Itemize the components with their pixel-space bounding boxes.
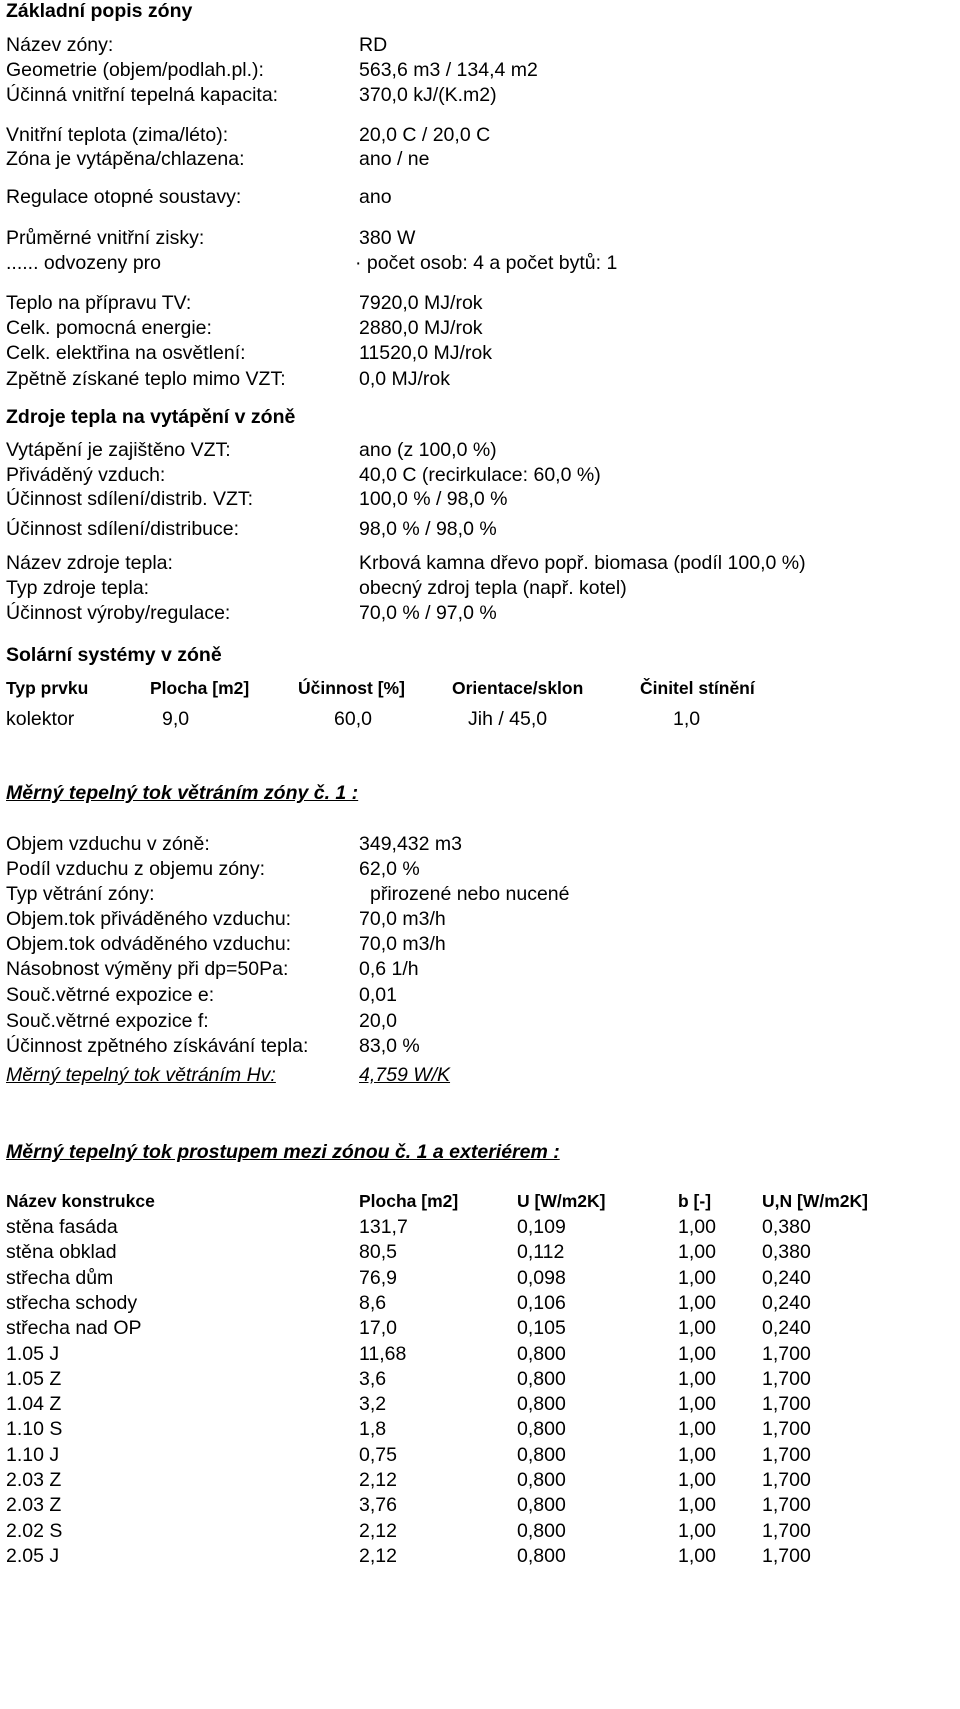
heat-source-label: Název zdroje tepla:: [6, 552, 173, 574]
construction-value-cell: 11,68: [359, 1343, 407, 1365]
construction-value-cell: 76,9: [359, 1267, 397, 1289]
solar-cell: 9,0: [162, 708, 190, 730]
ventilation-value: 83,0 %: [359, 1035, 420, 1057]
zone-value: RD: [359, 34, 388, 56]
construction-value-cell: 1,700: [762, 1368, 811, 1390]
heat-source-label: Účinnost sdílení/distribuce:: [6, 518, 240, 540]
ventilation-label: Objem vzduchu v zóně:: [6, 833, 210, 855]
construction-value-cell: 1,00: [678, 1545, 716, 1567]
ventilation-label: Souč.větrné expozice e:: [6, 984, 215, 1006]
zone-value: 2880,0 MJ/rok: [359, 317, 483, 339]
construction-value-cell: 1,00: [678, 1343, 716, 1365]
transmission-column-header: U [W/m2K]: [517, 1191, 606, 1211]
construction-value-cell: 1,00: [678, 1368, 716, 1390]
zone-label: Teplo na přípravu TV:: [6, 292, 192, 314]
construction-value-cell: 1,700: [762, 1494, 811, 1516]
construction-value-cell: 1,700: [762, 1418, 811, 1440]
construction-value-cell: 0,240: [762, 1317, 811, 1339]
construction-value-cell: 1,700: [762, 1444, 811, 1466]
construction-value-cell: 0,098: [517, 1267, 566, 1289]
construction-value-cell: 0,800: [517, 1494, 566, 1516]
transmission-column-header: Plocha [m2]: [359, 1191, 459, 1211]
construction-value-cell: 1,00: [678, 1418, 716, 1440]
construction-name-cell: 1.10 S: [6, 1418, 63, 1440]
ventilation-value: 349,432 m3: [359, 833, 462, 855]
zone-value: 563,6 m3 / 134,4 m2: [359, 59, 538, 81]
construction-name-cell: 1.05 Z: [6, 1368, 62, 1390]
heat-source-label: Typ zdroje tepla:: [6, 577, 150, 599]
construction-name-cell: střecha schody: [6, 1292, 138, 1314]
heat-source-value: 100,0 % / 98,0 %: [359, 488, 508, 510]
construction-name-cell: střecha nad OP: [6, 1317, 142, 1339]
zone-label: Celk. pomocná energie:: [6, 317, 212, 339]
transmission-column-header: b [-]: [678, 1191, 712, 1211]
construction-value-cell: 1,8: [359, 1418, 387, 1440]
construction-value-cell: 1,00: [678, 1444, 716, 1466]
heat-source-label: Přiváděný vzduch:: [6, 464, 166, 486]
heat-source-label: Účinnost sdílení/distrib. VZT:: [6, 488, 254, 510]
construction-name-cell: 2.03 Z: [6, 1469, 62, 1491]
zone-value: ano: [359, 186, 392, 208]
construction-value-cell: 0,800: [517, 1343, 566, 1365]
construction-value-cell: 0,380: [762, 1216, 811, 1238]
solar-cell: kolektor: [6, 708, 75, 730]
construction-value-cell: 8,6: [359, 1292, 387, 1314]
zone-label: Regulace otopné soustavy:: [6, 186, 242, 208]
ventilation-value: 70,0 m3/h: [359, 908, 446, 930]
construction-value-cell: 0,105: [517, 1317, 566, 1339]
ventilation-value: 0,6 1/h: [359, 958, 419, 980]
zone-value: 11520,0 MJ/rok: [359, 342, 492, 364]
construction-value-cell: 1,700: [762, 1469, 811, 1491]
heat-source-value: 70,0 % / 97,0 %: [359, 602, 497, 624]
transmission-heading: Měrný tepelný tok prostupem mezi zónou č. 1 a exteriérem :: [6, 1141, 560, 1163]
transmission-column-header: U,N [W/m2K]: [762, 1191, 868, 1211]
zone-value: 380 W: [359, 227, 416, 249]
zone-label: Název zóny:: [6, 34, 114, 56]
ventilation-heading: Měrný tepelný tok větráním zóny č. 1 :: [6, 782, 359, 804]
heat-sources-heading: Zdroje tepla na vytápění v zóně: [6, 406, 296, 428]
construction-value-cell: 0,800: [517, 1393, 566, 1415]
construction-value-cell: 1,00: [678, 1216, 716, 1238]
heat-source-value: 40,0 C (recirkulace: 60,0 %): [359, 464, 601, 486]
construction-name-cell: stěna obklad: [6, 1241, 117, 1263]
construction-value-cell: 1,00: [678, 1292, 716, 1314]
zone-label: ...... odvozeny pro: [6, 252, 162, 274]
construction-value-cell: 1,700: [762, 1520, 811, 1542]
construction-name-cell: stěna fasáda: [6, 1216, 118, 1238]
solar-cell: Jih / 45,0: [468, 708, 548, 730]
heat-source-value: ano (z 100,0 %): [359, 439, 497, 461]
construction-value-cell: 0,106: [517, 1292, 566, 1314]
construction-value-cell: 0,800: [517, 1418, 566, 1440]
ventilation-value: přirozené nebo nucené: [370, 883, 570, 905]
zone-label: Účinná vnitřní tepelná kapacita:: [6, 84, 279, 106]
ventilation-value: 62,0 %: [359, 858, 420, 880]
construction-value-cell: 17,0: [359, 1317, 397, 1339]
ventilation-value: 20,0: [359, 1010, 397, 1032]
construction-value-cell: 80,5: [359, 1241, 397, 1263]
construction-value-cell: 0,800: [517, 1545, 566, 1567]
construction-name-cell: 2.03 Z: [6, 1494, 62, 1516]
ventilation-label: Podíl vzduchu z objemu zóny:: [6, 858, 266, 880]
construction-value-cell: 1,700: [762, 1393, 811, 1415]
zone-label: Zpětně získané teplo mimo VZT:: [6, 368, 286, 390]
heat-source-label: Účinnost výroby/regulace:: [6, 602, 231, 624]
solar-column-header: Účinnost [%]: [298, 678, 405, 698]
construction-value-cell: 0,380: [762, 1241, 811, 1263]
construction-value-cell: 3,76: [359, 1494, 397, 1516]
solar-cell: 1,0: [673, 708, 701, 730]
construction-name-cell: 2.05 J: [6, 1545, 60, 1567]
zone-value: 20,0 C / 20,0 C: [359, 124, 491, 146]
zone-value: 7920,0 MJ/rok: [359, 292, 483, 314]
construction-value-cell: 3,2: [359, 1393, 387, 1415]
zone-value: 370,0 kJ/(K.m2): [359, 84, 497, 106]
construction-value-cell: 1,00: [678, 1241, 716, 1263]
heat-source-value: 98,0 % / 98,0 %: [359, 518, 497, 540]
ventilation-label: Objem.tok přiváděného vzduchu:: [6, 908, 292, 930]
solar-heading: Solární systémy v zóně: [6, 644, 222, 666]
transmission-column-header: Název konstrukce: [6, 1191, 155, 1211]
solar-column-header: Orientace/sklon: [452, 678, 584, 698]
heat-source-value: obecný zdroj tepla (např. kotel): [359, 577, 627, 599]
ventilation-label: Souč.větrné expozice f:: [6, 1010, 209, 1032]
ventilation-label: Objem.tok odváděného vzduchu:: [6, 933, 292, 955]
construction-value-cell: 0,800: [517, 1368, 566, 1390]
construction-name-cell: střecha dům: [6, 1267, 114, 1289]
ventilation-result-value: 4,759 W/K: [359, 1064, 451, 1086]
construction-value-cell: 2,12: [359, 1545, 397, 1567]
construction-value-cell: 1,00: [678, 1267, 716, 1289]
zone-label: Celk. elektřina na osvětlení:: [6, 342, 246, 364]
construction-value-cell: 131,7: [359, 1216, 408, 1238]
zone-label: Průměrné vnitřní zisky:: [6, 227, 205, 249]
zone-label: Vnitřní teplota (zima/léto):: [6, 124, 229, 146]
construction-value-cell: 1,700: [762, 1545, 811, 1567]
construction-value-cell: 0,240: [762, 1292, 811, 1314]
construction-value-cell: 0,112: [517, 1241, 565, 1263]
construction-name-cell: 1.04 Z: [6, 1393, 62, 1415]
zone-value: ano / ne: [359, 148, 430, 170]
construction-value-cell: 1,00: [678, 1317, 716, 1339]
construction-value-cell: 0,109: [517, 1216, 566, 1238]
construction-name-cell: 2.02 S: [6, 1520, 63, 1542]
heat-source-label: Vytápění je zajištěno VZT:: [6, 439, 231, 461]
zone-value: 0,0 MJ/rok: [359, 368, 451, 390]
construction-value-cell: 1,00: [678, 1520, 716, 1542]
construction-value-cell: 1,700: [762, 1343, 811, 1365]
ventilation-value: 0,01: [359, 984, 397, 1006]
construction-value-cell: 2,12: [359, 1520, 397, 1542]
construction-value-cell: 0,800: [517, 1520, 566, 1542]
solar-column-header: Činitel stínění: [640, 678, 755, 698]
construction-value-cell: 0,800: [517, 1469, 566, 1491]
ventilation-result-label: Měrný tepelný tok větráním Hv:: [6, 1064, 276, 1086]
construction-name-cell: 1.05 J: [6, 1343, 60, 1365]
zone-value: · počet osob: 4 a počet bytů: 1: [355, 252, 618, 274]
ventilation-label: Typ větrání zóny:: [6, 883, 155, 905]
construction-name-cell: 1.10 J: [6, 1444, 60, 1466]
zone-label: Zóna je vytápěna/chlazena:: [6, 148, 245, 170]
construction-value-cell: 1,00: [678, 1393, 716, 1415]
construction-value-cell: 2,12: [359, 1469, 397, 1491]
zone-heading: Základní popis zóny: [6, 0, 193, 22]
solar-cell: 60,0: [334, 708, 372, 730]
construction-value-cell: 3,6: [359, 1368, 387, 1390]
ventilation-label: Násobnost výměny při dp=50Pa:: [6, 958, 289, 980]
construction-value-cell: 0,240: [762, 1267, 811, 1289]
construction-value-cell: 1,00: [678, 1469, 716, 1491]
heat-source-value: Krbová kamna dřevo popř. biomasa (podíl 100,0 %): [359, 552, 806, 574]
zone-label: Geometrie (objem/podlah.pl.):: [6, 59, 264, 81]
construction-value-cell: 0,800: [517, 1444, 566, 1466]
ventilation-value: 70,0 m3/h: [359, 933, 446, 955]
solar-column-header: Typ prvku: [6, 678, 89, 698]
ventilation-label: Účinnost zpětného získávání tepla:: [6, 1035, 309, 1057]
solar-column-header: Plocha [m2]: [150, 678, 250, 698]
construction-value-cell: 1,00: [678, 1494, 716, 1516]
construction-value-cell: 0,75: [359, 1444, 397, 1466]
